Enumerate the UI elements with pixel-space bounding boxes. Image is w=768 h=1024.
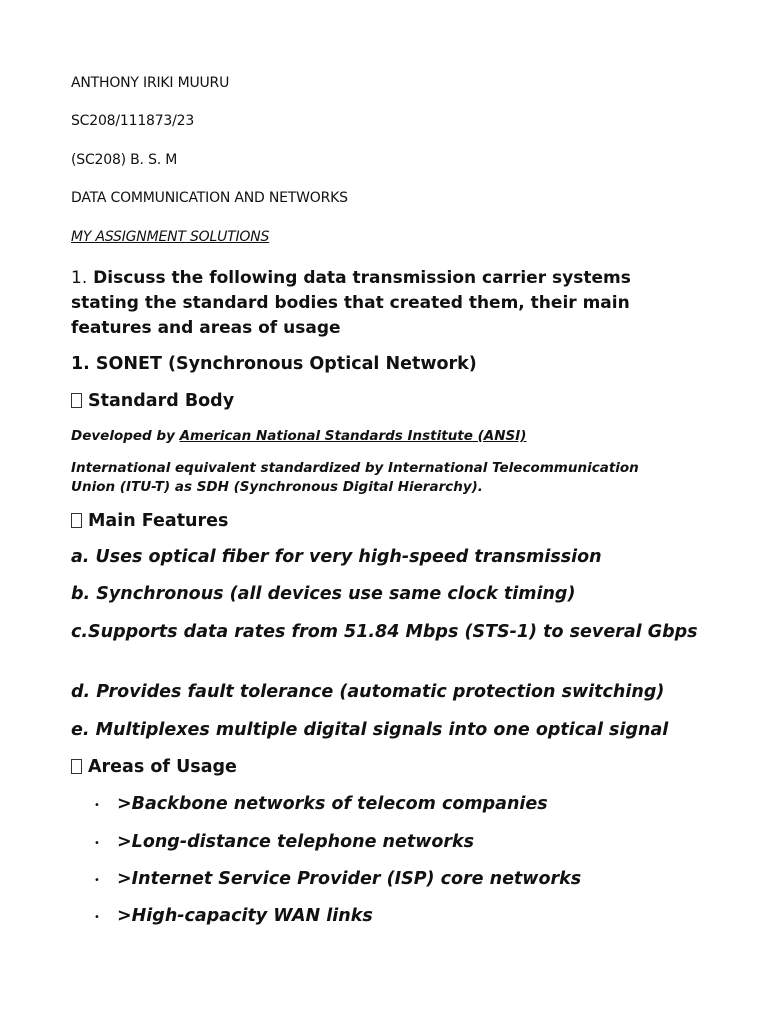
question-text [71, 266, 691, 341]
checkbox-glyph-icon [71, 393, 82, 408]
checkbox-glyph-icon [71, 513, 82, 528]
international-equivalent-text: International equivalent standardized by International Telecommunication Union (ITU-T) as SDH (Synchronous Digital Hierarchy). [71, 460, 639, 495]
main-features-heading [71, 511, 228, 531]
bullet-icon: • [94, 912, 100, 923]
feature-item: e. Multiplexes multiple digital signals into one optical signal [71, 720, 669, 740]
ansi-link[interactable]: American National Standards Institute (ANSI) [179, 428, 527, 444]
usage-item: >Long-distance telephone networks [117, 832, 475, 852]
usage-item: >Backbone networks of telecom companies [117, 794, 548, 814]
developed-by-line [71, 428, 526, 444]
standard-body-heading [71, 391, 234, 411]
registration-number: SC208/111873/23 [71, 113, 195, 129]
question-number: 1. [71, 268, 88, 288]
bullet-icon: • [94, 800, 100, 811]
checkbox-glyph-icon [71, 759, 82, 774]
standard-body-label: Standard Body [88, 391, 235, 411]
feature-item: a. Uses optical fiber for very high-speed transmission [71, 547, 602, 567]
main-features-label: Main Features [88, 511, 229, 531]
unit-title: DATA COMMUNICATION AND NETWORKS [71, 190, 348, 206]
bullet-icon: • [94, 875, 100, 886]
question-body: Discuss the following data transmission carrier systems stating the standard bodies that created them, their main features and areas of usage [71, 268, 631, 338]
assignment-subtitle: MY ASSIGNMENT SOLUTIONS [71, 229, 270, 245]
author-name: ANTHONY IRIKI MUURU [71, 75, 230, 91]
section-title: 1. SONET (Synchronous Optical Network) [71, 354, 477, 374]
bullet-icon: • [94, 838, 100, 849]
usage-item: >High-capacity WAN links [117, 906, 373, 926]
developed-by-prefix: Developed by [71, 428, 180, 444]
areas-of-usage-heading [71, 757, 237, 777]
feature-item: c.Supports data rates from 51.84 Mbps (STS-1) to several Gbps [71, 622, 698, 642]
feature-item: b. Synchronous (all devices use same clock timing) [71, 584, 576, 604]
course-code: (SC208) B. S. M [71, 152, 178, 168]
feature-item: d. Provides fault tolerance (automatic protection switching) [71, 682, 665, 702]
usage-item: >Internet Service Provider (ISP) core networks [117, 869, 582, 889]
areas-of-usage-label: Areas of Usage [88, 757, 237, 777]
